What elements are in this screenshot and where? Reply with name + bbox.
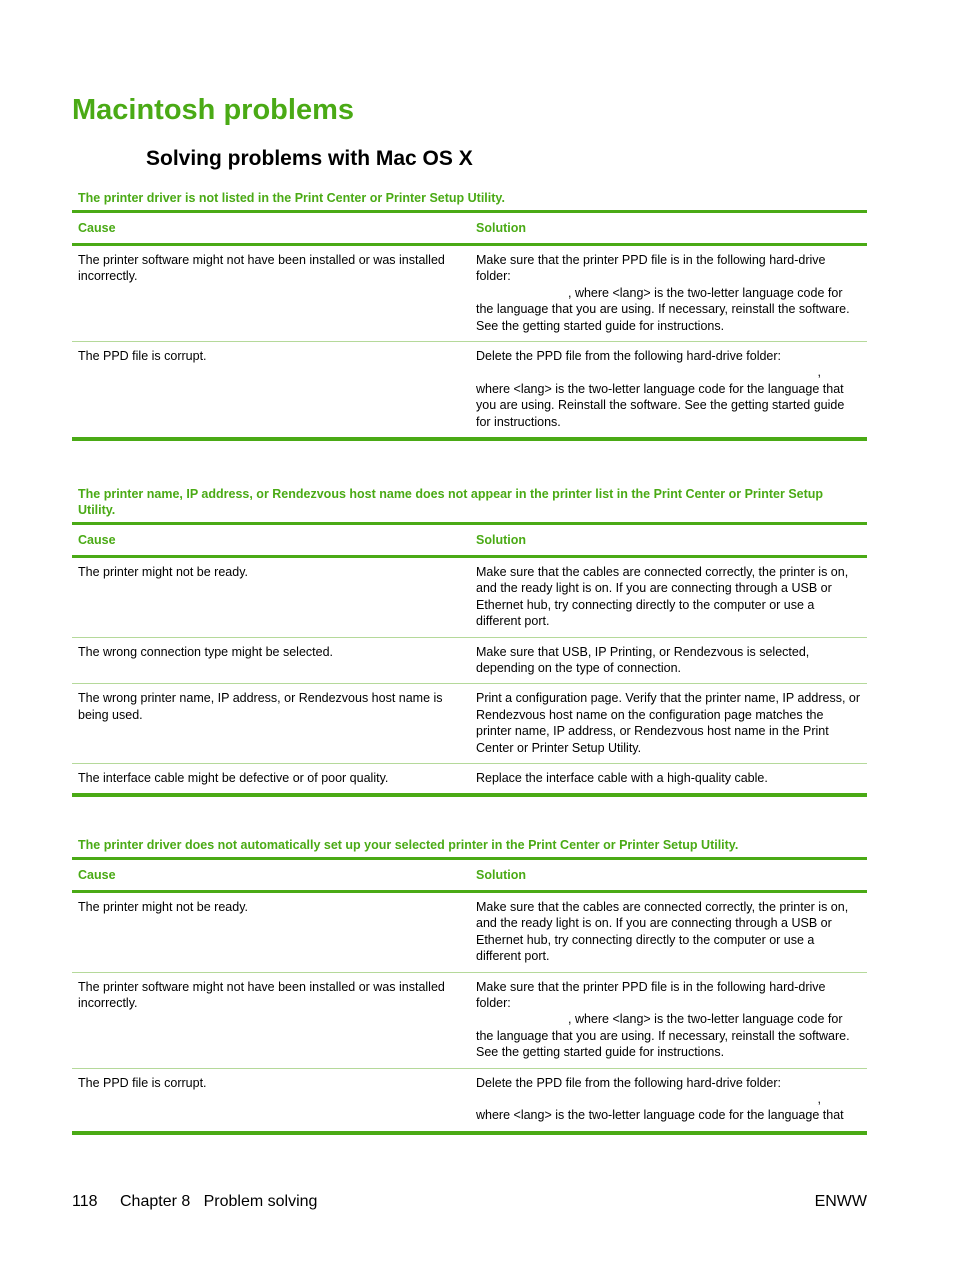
solution-text: Delete the PPD file from the following hard-drive folder: [476,1075,782,1090]
cause-header: Cause [78,868,116,882]
footer-locale: ENWW [814,1193,867,1210]
cause-cell: The printer might not be ready. [78,900,248,914]
solution-text: the language that you are using. If necessary, reinstall the software. See the getting started guide for instructions. [476,1028,850,1060]
solution-text: Make sure that the printer PPD file is in the following hard-drive folder: [476,979,826,1011]
solution-cell [470,246,867,341]
solution-cell: Make sure that USB, IP Printing, or Rendezvous is selected, depending on the type of connection. [476,644,810,676]
table-row [72,558,867,637]
solution-text: the language that you are using. If necessary, reinstall the software. See the getting started guide for instructions. [476,302,850,333]
problem-table [72,857,867,1135]
table-row [72,1068,867,1131]
cause-cell: The printer software might not have been installed or was installed incorrectly. [78,979,445,1011]
table-row [72,972,867,1068]
cause-cell: The printer software might not have been installed or was installed incorrectly. [78,253,445,284]
problem-title: The printer name, IP address, or Rendezvous host name does not appear in the printer list in the Print Center or Printer Setup Utility. [78,487,824,517]
problem-section-driver-not-listed [72,190,867,441]
table-row [72,763,867,793]
page-footer [72,1192,867,1212]
cause-cell: The PPD file is corrupt. [78,349,207,364]
cause-cell: The interface cable might be defective or of poor quality. [78,771,389,786]
solution-text: where <lang> is the two-letter language code for the language that you are using. Reinstall the software. See the getting started guide for instructions. [476,381,845,429]
cause-cell: The printer might not be ready. [78,565,248,579]
problem-table [72,522,867,797]
table-header [72,525,867,558]
cause-cell: The wrong connection type might be selected. [78,644,334,659]
solution-cell [470,1069,867,1131]
cause-cell: The wrong printer name, IP address, or Rendezvous host name is being used. [78,691,443,722]
solution-path-line: , [817,1092,821,1107]
cause-cell: The PPD file is corrupt. [78,1075,207,1090]
solution-cell: Replace the interface cable with a high-quality cable. [476,771,768,786]
solution-text: Make sure that the printer PPD file is in the following hard-drive folder: [476,253,826,284]
section-heading: Solving problems with Mac OS X [146,147,473,170]
problem-title: The printer driver does not automatically set up your selected printer in the Print Center or Printer Setup Utility. [78,838,739,852]
solution-path-line: , where <lang> is the two-letter language code for [568,1012,843,1027]
table-row [72,637,867,684]
problem-section-printer-not-in-list [72,486,867,797]
solution-cell: Print a configuration page. Verify that the printer name, IP address, or Rendezvous host name on the configuration page matches the printer name, IP address, or Rendezvous host name in the Print Center or Printer Setup Utility. [476,691,861,755]
table-header [72,213,867,246]
problem-title: The printer driver is not listed in the Print Center or Printer Setup Utility. [78,191,505,205]
table-row [72,893,867,972]
solution-text: Delete the PPD file from the following hard-drive folder: [476,349,782,364]
solution-header: Solution [476,221,526,235]
cause-header: Cause [78,221,116,235]
page-number: 118 [72,1193,98,1210]
solution-text: where <lang> is the two-letter language code for the language that [476,1108,844,1123]
solution-cell [470,342,867,437]
solution-header: Solution [476,868,526,882]
solution-cell: Make sure that the cables are connected correctly, the printer is on, and the ready light is on. If you are connecting through a USB or Ethernet hub, try connecting directly to the computer or use a different port. [476,900,849,964]
cause-header: Cause [78,533,116,547]
table-row [72,246,867,341]
solution-header: Solution [476,533,526,547]
page-title: Macintosh problems [72,94,354,126]
table-row [72,341,867,437]
solution-cell: Make sure that the cables are connected correctly, the printer is on, and the ready light is on. If you are connecting through a USB or Ethernet hub, try connecting directly to the computer or use a different port. [476,565,849,629]
problem-table [72,210,867,441]
solution-path-line: , where <lang> is the two-letter language code for [568,285,843,300]
chapter-label: Chapter 8 Problem solving [120,1193,318,1210]
problem-section-driver-no-auto-setup [72,837,867,1135]
solution-cell [470,973,867,1068]
table-header [72,860,867,893]
table-row [72,683,867,763]
solution-path-line: , [817,365,821,380]
